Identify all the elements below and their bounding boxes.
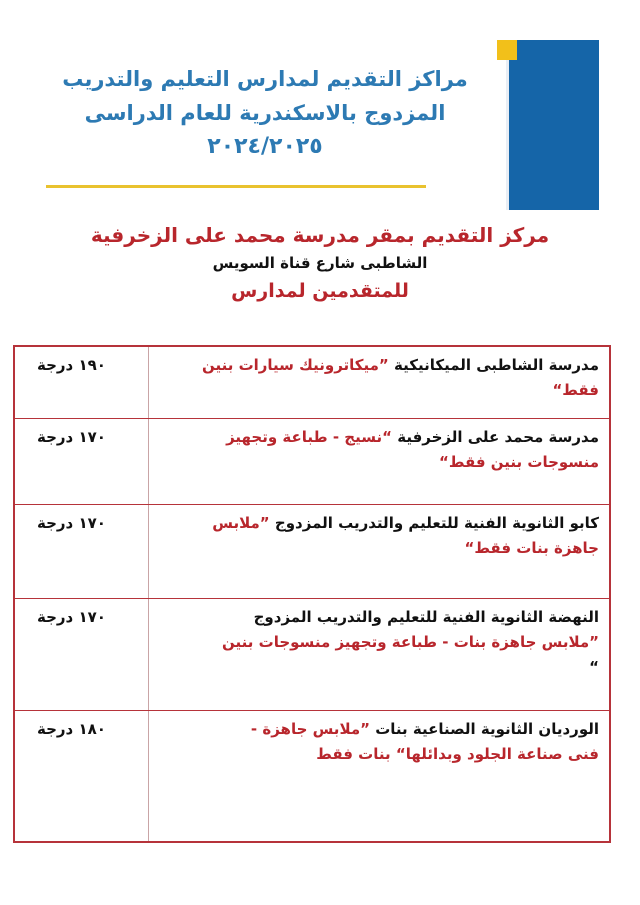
row-grade: ١٨٠ درجة bbox=[37, 720, 106, 738]
row-grade: ١٩٠ درجة bbox=[37, 356, 106, 374]
row-gender-note: بنات فقط bbox=[316, 745, 391, 763]
row-specialty-cont: جاهزة بنات فقط“ bbox=[464, 539, 599, 557]
row-specialty: “نسيج - طباعة وتجهيز bbox=[226, 428, 392, 446]
row-grade: ١٧٠ درجة bbox=[37, 514, 106, 532]
row-closing-quote: “ bbox=[589, 658, 599, 676]
row-specialty: ”ملابس جاهزة - bbox=[250, 720, 370, 738]
row-school: مدرسة محمد على الزخرفية bbox=[397, 428, 599, 446]
table-row bbox=[15, 599, 609, 711]
document-header bbox=[40, 62, 490, 164]
table-row bbox=[15, 347, 609, 419]
row-school: كابو الثانوية الفنية للتعليم والتدريب المزدوج bbox=[274, 514, 599, 532]
center-address: الشاطبى شارع قناة السويس bbox=[212, 254, 428, 272]
row-text bbox=[37, 717, 599, 767]
row-school: مدرسة الشاطبى الميكانيكية bbox=[394, 356, 599, 374]
row-text bbox=[37, 425, 599, 475]
row-specialty: ”ملابس bbox=[212, 514, 270, 532]
row-text bbox=[37, 353, 599, 403]
table-row bbox=[15, 711, 609, 841]
row-grade: ١٧٠ درجة bbox=[37, 428, 106, 446]
header-line-2: المزدوج بالاسكندرية للعام الدراسى bbox=[84, 101, 446, 125]
center-subtitle: للمتقدمين لمدارس bbox=[231, 280, 409, 302]
schools-table bbox=[13, 345, 611, 843]
decorative-blue-panel bbox=[509, 40, 599, 210]
header-line-1: مراكز التقديم لمدارس التعليم والتدريب bbox=[62, 67, 468, 91]
row-school: الورديان الثانوية الصناعية بنات bbox=[375, 720, 599, 738]
table-row bbox=[15, 419, 609, 505]
decorative-gold-square bbox=[497, 40, 517, 60]
row-school: النهضة الثانوية الفنية للتعليم والتدريب المزدوج bbox=[253, 608, 599, 626]
row-specialty-cont: فنى صناعة الجلود وبدائلها“ bbox=[395, 745, 599, 763]
center-info bbox=[60, 220, 580, 306]
academic-year: ٢٠٢٤/٢٠٢٥ bbox=[207, 134, 323, 159]
row-text bbox=[37, 605, 599, 680]
center-title: مركز التقديم بمقر مدرسة محمد على الزخرفية bbox=[90, 223, 550, 247]
row-grade: ١٧٠ درجة bbox=[37, 608, 106, 626]
row-text bbox=[37, 511, 599, 561]
header-divider bbox=[46, 185, 426, 188]
row-specialty-cont: فقط“ bbox=[552, 381, 599, 399]
row-specialty: ”ميكاترونيك سيارات بنين bbox=[201, 356, 389, 374]
row-specialty-cont: ”ملابس جاهزة بنات - طباعة وتجهيز منسوجات بنين bbox=[222, 633, 599, 651]
row-specialty-cont: منسوجات بنين فقط“ bbox=[439, 453, 599, 471]
table-row bbox=[15, 505, 609, 599]
